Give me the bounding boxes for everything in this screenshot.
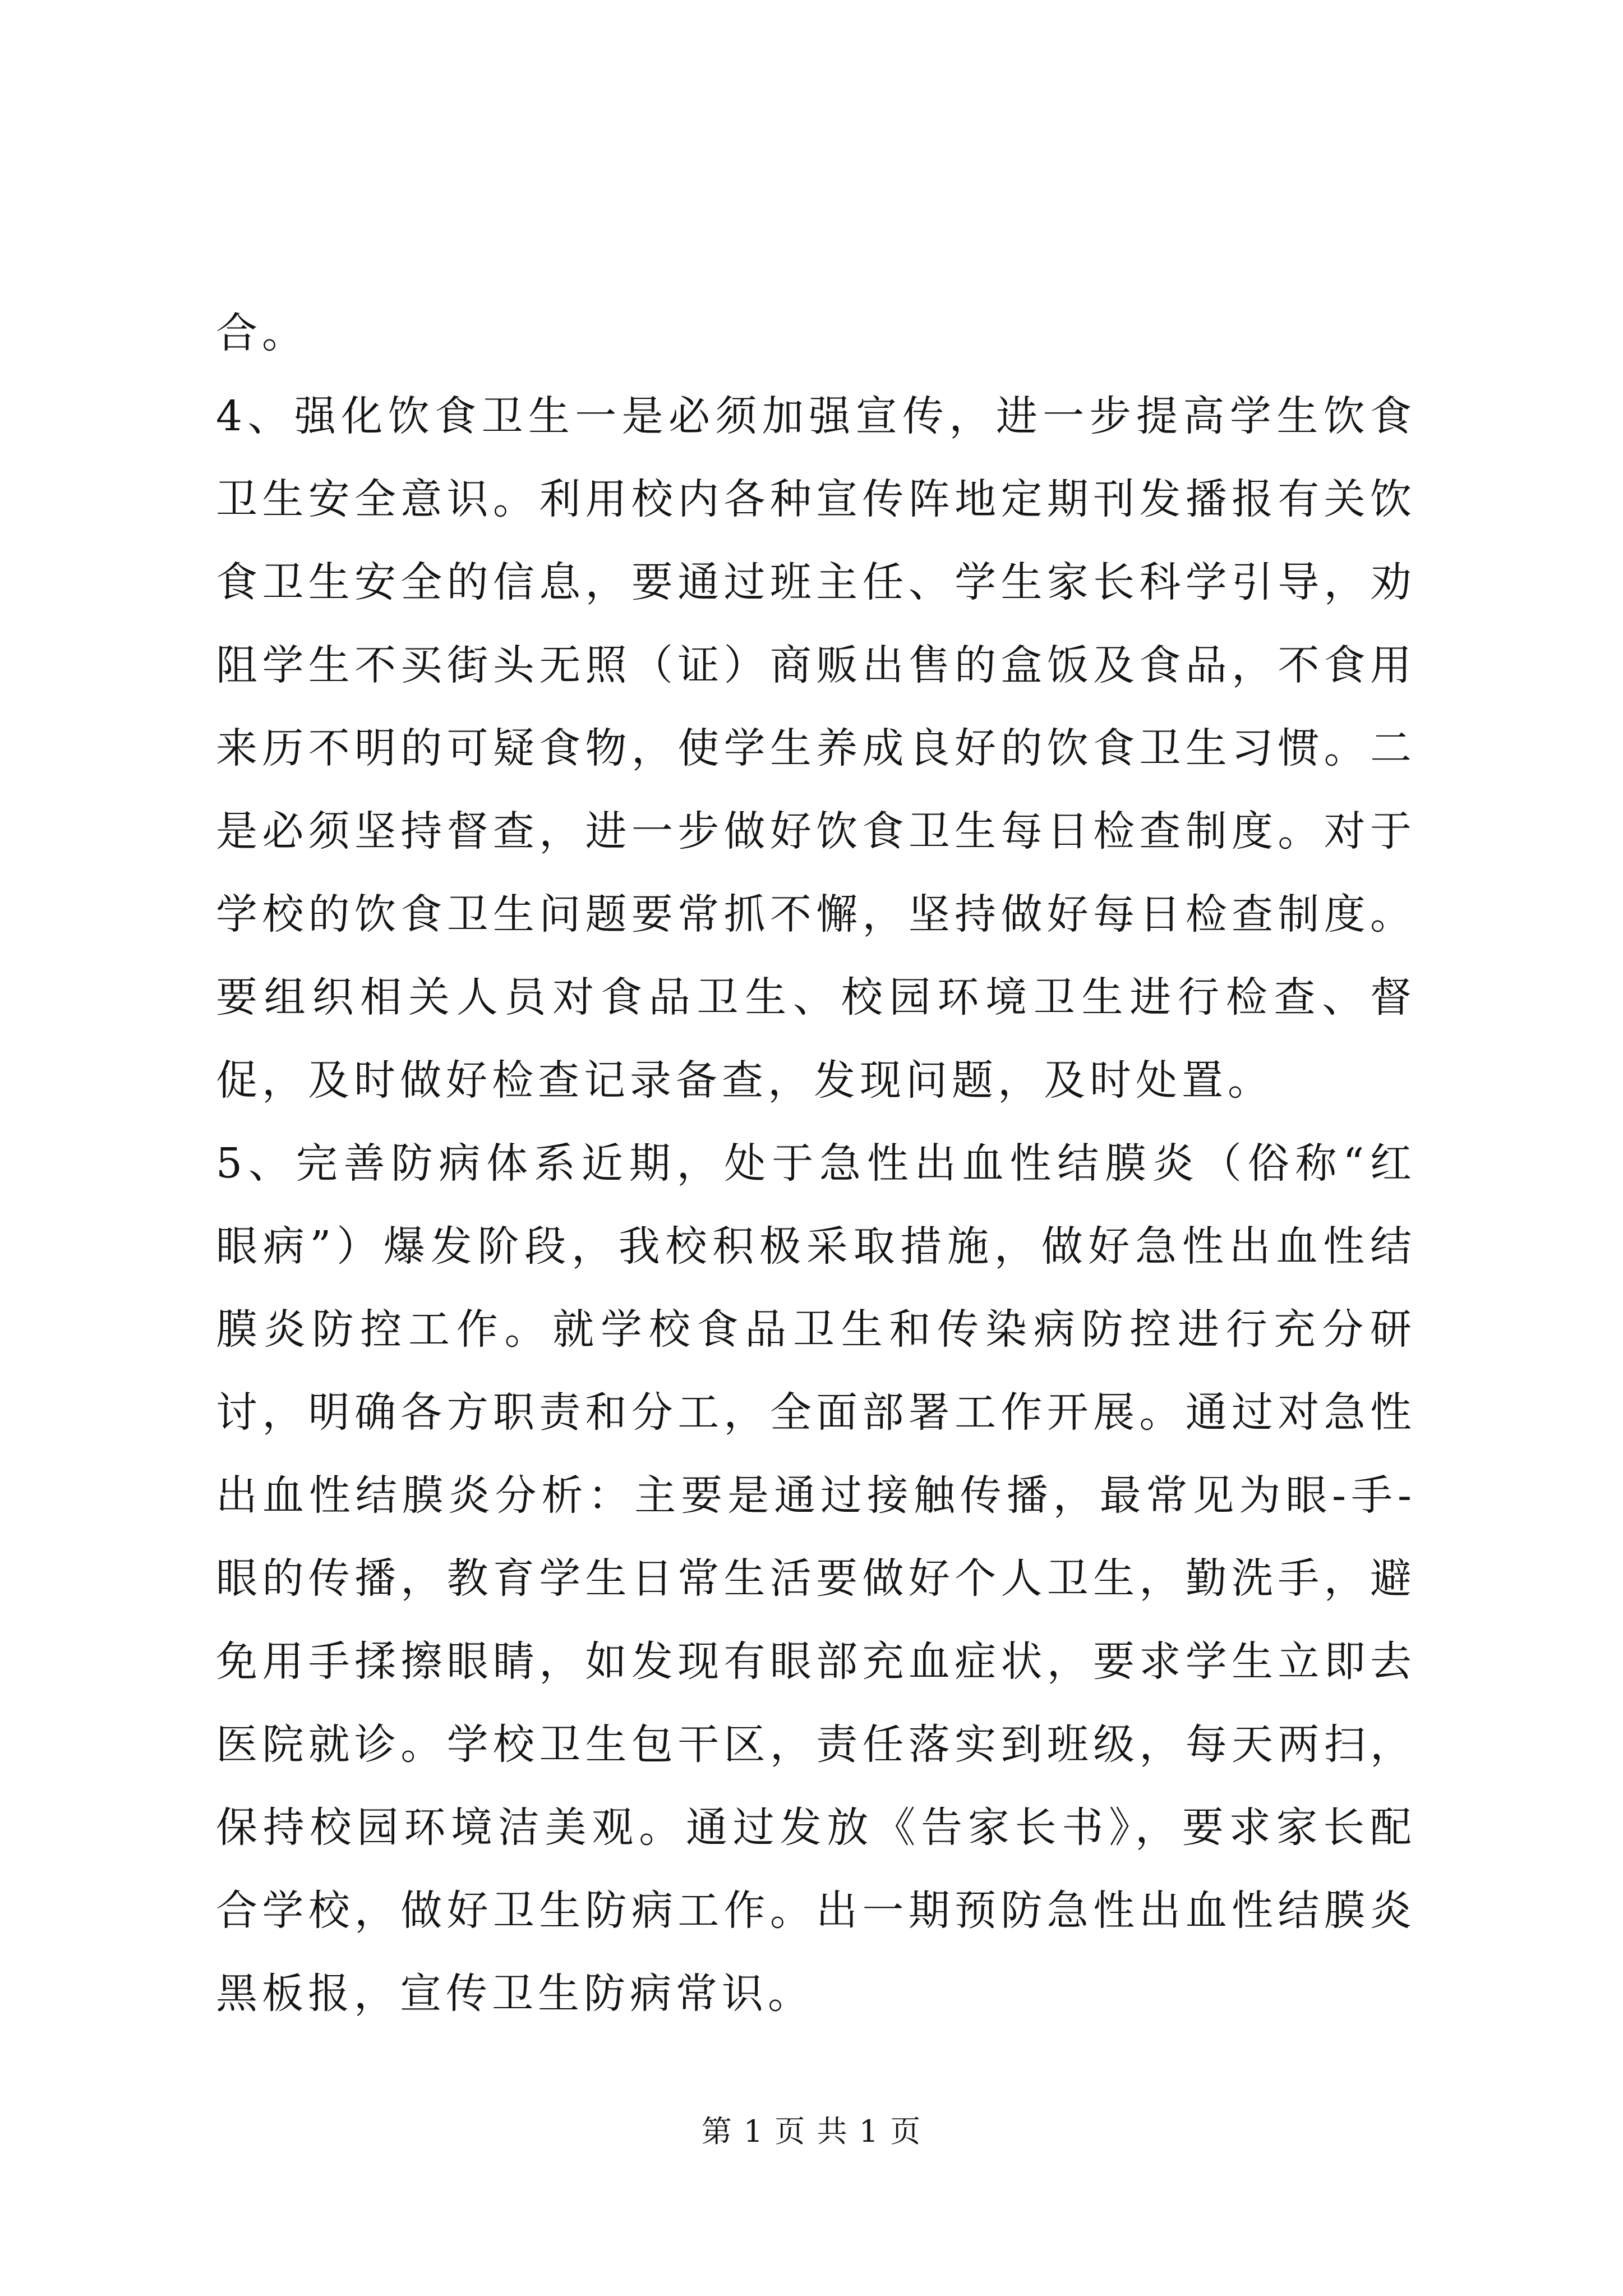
paragraph-continuation: 合。 [216, 309, 308, 357]
paragraph-food-hygiene: 4、强化饮食卫生一是必须加强宣传，进一步提高学生饮食卫生安全意识。利用校内各种宣传阵地定期刊发播报有关饮食卫生安全的信息，要通过班主任、学生家长科学引导，劝阻学生不买街头无照（证）商贩出售的盒饭及食品，不食用来历不明的可疑食物，使学生养成良好的饮食卫生习惯。二是必须坚持督查，进一步做好饮食卫生每日检查制度。对于学校的饮食卫生问题要常抓不懈，坚持做好每日检查制度。要组织相关人员对食品卫生、校园环境卫生进行检查、督促，及时做好检查记录备查，发现问题，及时处置。 [216, 392, 1416, 1105]
document-body [216, 292, 1416, 2035]
page-number-footer: 第 1 页 共 1 页 [701, 2114, 922, 2149]
paragraph-disease-prevention: 5、完善防病体系近期，处于急性出血性结膜炎（俗称“红眼病”）爆发阶段，我校积极采取措施，做好急性出血性结膜炎防控工作。就学校食品卫生和传染病防控进行充分研讨，明确各方职责和分工，全面部署工作开展。通过对急性出血性结膜炎分析：主要是通过接触传播，最常见为眼-手-眼的传播，教育学生日常生活要做好个人卫生，勤洗手，避免用手揉擦眼睛，如发现有眼部充血症状，要求学生立即去医院就诊。学校卫生包干区，责任落实到班级，每天两扫，保持校园环境洁美观。通过发放《告家长书》，要求家长配合学校，做好卫生防病工作。出一期预防急性出血性结膜炎黑板报，宣传卫生防病常识。 [216, 1139, 1416, 2018]
